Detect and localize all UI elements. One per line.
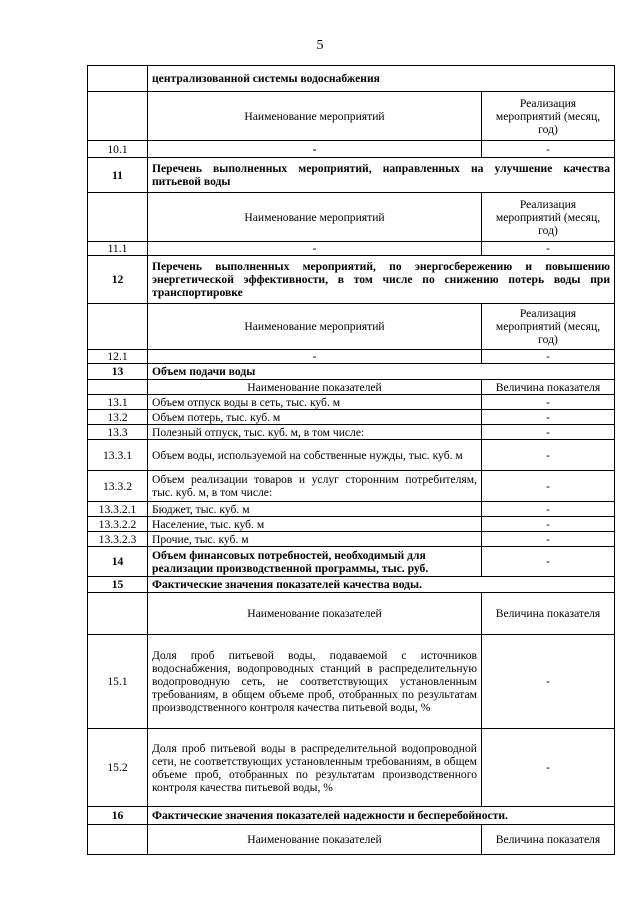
table-row xyxy=(88,729,615,807)
row-number xyxy=(88,66,148,92)
row-number: 13.3.2.3 xyxy=(88,532,148,547)
table-row xyxy=(88,410,615,425)
table-header-row xyxy=(88,304,615,350)
row-number xyxy=(88,92,148,141)
row-number: 13.3.1 xyxy=(88,440,148,471)
row-text: - xyxy=(148,242,482,256)
table-header-row xyxy=(88,193,615,242)
row-value: - xyxy=(482,141,615,158)
row-text: Население, тыс. куб. м xyxy=(148,517,482,532)
column-header-name: Наименование показателей xyxy=(148,593,482,635)
table-row xyxy=(88,440,615,471)
table-row xyxy=(88,635,615,729)
table-header-row xyxy=(88,380,615,395)
table-row xyxy=(88,158,615,193)
row-number: 15.2 xyxy=(88,729,148,807)
row-number: 11.1 xyxy=(88,242,148,256)
row-text: - xyxy=(148,141,482,158)
production-program-table xyxy=(87,65,615,855)
row-text: Доля проб питьевой воды в распределительной водопроводной сети, не соответствующих установленным требованиям, в общем объеме проб, отобранных по результатам производственного контроля качества питьевой воды, % xyxy=(148,729,482,807)
column-header-value: Величина показателя xyxy=(482,825,615,855)
table-row xyxy=(88,242,615,256)
row-number xyxy=(88,380,148,395)
row-text: - xyxy=(148,350,482,364)
row-number: 13.3.2.1 xyxy=(88,502,148,517)
row-number: 13.3.2 xyxy=(88,471,148,502)
column-header-name: Наименование показателей xyxy=(148,380,482,395)
row-number: 14 xyxy=(88,547,148,577)
column-header-value: Реализация мероприятий (месяц, год) xyxy=(482,92,615,141)
row-number: 13.2 xyxy=(88,410,148,425)
row-number: 13.3 xyxy=(88,425,148,440)
row-value: - xyxy=(482,425,615,440)
row-value: - xyxy=(482,635,615,729)
row-number xyxy=(88,193,148,242)
table-row xyxy=(88,364,615,380)
column-header-name: Наименование мероприятий xyxy=(148,304,482,350)
column-header-value: Величина показателя xyxy=(482,380,615,395)
row-number xyxy=(88,825,148,855)
table-row xyxy=(88,517,615,532)
row-number: 13.3.2.2 xyxy=(88,517,148,532)
row-number: 15.1 xyxy=(88,635,148,729)
section-title: централизованной системы водоснабжения xyxy=(148,66,615,92)
table-row xyxy=(88,807,615,825)
column-header-value: Реализация мероприятий (месяц, год) xyxy=(482,304,615,350)
table-row xyxy=(88,395,615,410)
table-row xyxy=(88,547,615,577)
section-title: Фактические значения показателей качества воды. xyxy=(148,577,615,593)
row-value: - xyxy=(482,471,615,502)
section-title: Фактические значения показателей надежности и бесперебойности. xyxy=(148,807,615,825)
row-text: Объем реализации товаров и услуг сторонним потребителям, тыс. куб. м, в том числе: xyxy=(148,471,482,502)
row-value: - xyxy=(482,517,615,532)
row-text: Прочие, тыс. куб. м xyxy=(148,532,482,547)
row-text: Доля проб питьевой воды, подаваемой с источников водоснабжения, водопроводных станций в распределительную водопроводную сеть, не соответствующих установленным требованиям, в общем объеме проб, отобранных по результатам производственного контроля качества питьевой воды, % xyxy=(148,635,482,729)
row-value: - xyxy=(482,410,615,425)
row-text: Объем отпуск воды в сеть, тыс. куб. м xyxy=(148,395,482,410)
section-title: Объем подачи воды xyxy=(148,364,615,380)
row-value: - xyxy=(482,502,615,517)
row-number: 11 xyxy=(88,158,148,193)
section-title: Объем финансовых потребностей, необходимый для реализации производственной программы, тыс. руб. xyxy=(148,547,482,577)
section-title: Перечень выполненных мероприятий, по энергосбережению и повышению энергетической эффективности, в том числе по снижению потерь воды при транспортировке xyxy=(148,256,615,304)
row-value: - xyxy=(482,350,615,364)
row-text: Объем воды, используемой на собственные нужды, тыс. куб. м xyxy=(148,440,482,471)
section-title: Перечень выполненных мероприятий, направленных на улучшение качества питьевой воды xyxy=(148,158,615,193)
table-row xyxy=(88,502,615,517)
row-value: - xyxy=(482,440,615,471)
row-number: 12.1 xyxy=(88,350,148,364)
column-header-name: Наименование мероприятий xyxy=(148,92,482,141)
row-text: Полезный отпуск, тыс. куб. м, в том числе: xyxy=(148,425,482,440)
row-text: Бюджет, тыс. куб. м xyxy=(148,502,482,517)
row-text: Объем потерь, тыс. куб. м xyxy=(148,410,482,425)
row-number: 15 xyxy=(88,577,148,593)
column-header-name: Наименование мероприятий xyxy=(148,193,482,242)
row-value: - xyxy=(482,547,615,577)
row-number: 12 xyxy=(88,256,148,304)
row-number: 10.1 xyxy=(88,141,148,158)
row-value: - xyxy=(482,729,615,807)
row-number: 16 xyxy=(88,807,148,825)
table-header-row xyxy=(88,593,615,635)
table-row xyxy=(88,141,615,158)
table-row xyxy=(88,350,615,364)
table-row xyxy=(88,66,615,92)
table-row xyxy=(88,577,615,593)
table-header-row xyxy=(88,825,615,855)
row-value: - xyxy=(482,242,615,256)
row-number xyxy=(88,593,148,635)
table-row xyxy=(88,471,615,502)
table-row xyxy=(88,425,615,440)
column-header-name: Наименование показателей xyxy=(148,825,482,855)
column-header-value: Реализация мероприятий (месяц, год) xyxy=(482,193,615,242)
table-row xyxy=(88,532,615,547)
page-number: 5 xyxy=(316,38,324,53)
table-row xyxy=(88,256,615,304)
column-header-value: Величина показателя xyxy=(482,593,615,635)
row-number: 13.1 xyxy=(88,395,148,410)
row-number xyxy=(88,304,148,350)
row-number: 13 xyxy=(88,364,148,380)
row-value: - xyxy=(482,395,615,410)
row-value: - xyxy=(482,532,615,547)
table-header-row xyxy=(88,92,615,141)
